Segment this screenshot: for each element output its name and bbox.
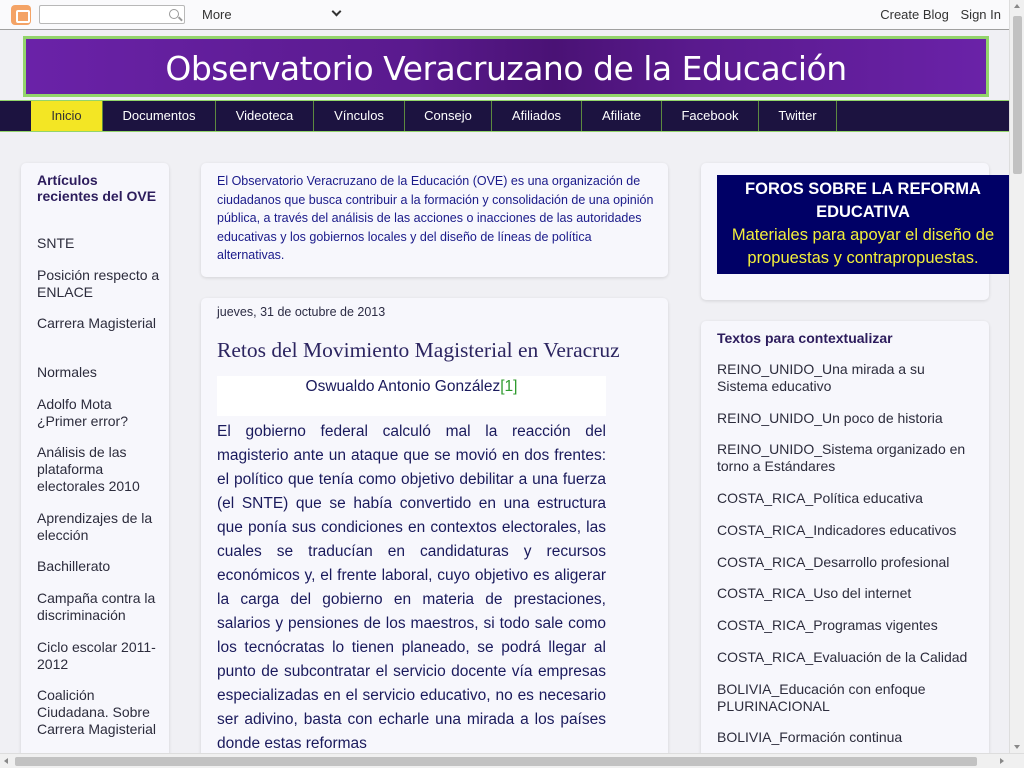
text-link[interactable]: REINO_UNIDO_Un poco de historia [717, 410, 943, 426]
post-title[interactable]: Retos del Movimiento Magisterial en Veracruz [217, 338, 620, 362]
tab-inicio[interactable]: Inicio [31, 101, 103, 131]
scroll-down-arrow-icon[interactable] [1014, 745, 1020, 749]
article-link[interactable]: Campaña contra la discriminación [37, 590, 156, 623]
footnote-link[interactable]: [1] [500, 378, 518, 395]
article-link[interactable]: Posición respecto a ENLACE [37, 267, 160, 300]
recent-articles-widget [21, 163, 169, 763]
more-label: More [202, 7, 232, 22]
intro-widget [201, 163, 668, 277]
text-link[interactable]: COSTA_RICA_Programas vigentes [717, 617, 938, 633]
text-link[interactable]: COSTA_RICA_Desarrollo profesional [717, 554, 950, 570]
text-link[interactable]: BOLIVIA_Formación continua [717, 729, 903, 745]
blogger-logo-icon[interactable] [11, 5, 31, 25]
tab-videoteca[interactable]: Videoteca [216, 101, 314, 131]
tab-consejo[interactable]: Consejo [405, 101, 492, 131]
scroll-left-arrow-icon[interactable] [4, 758, 8, 764]
search-icon[interactable] [169, 9, 179, 19]
article-link[interactable]: Normales [37, 364, 97, 380]
tab-documentos[interactable]: Documentos [103, 101, 216, 131]
article-link[interactable]: Coalición Ciudadana. Sobre Carrera Magisterial [37, 687, 157, 737]
article-link[interactable]: Carrera Magisterial [37, 315, 157, 331]
create-blog-link[interactable]: Create Blog [880, 7, 949, 22]
intro-text: El Observatorio Veracruzano de la Educación (OVE) es una organización de ciudadanos que busca contribuir a la formación y consolidación de una opinión pública, a través del análisis de las acciones o inacciones de las autoridades educativas y los gobiernos locales y del diseño de líneas de política alternativas. [217, 174, 654, 262]
foros-widget [701, 163, 995, 300]
blog-header[interactable] [23, 36, 989, 97]
tab-vinculos[interactable]: Vínculos [314, 101, 405, 131]
text-link[interactable]: REINO_UNIDO_Una mirada a su Sistema educativo [717, 361, 925, 394]
text-link[interactable]: REINO_UNIDO_Sistema organizado en torno a Estándares [717, 441, 966, 474]
chevron-down-icon [332, 7, 342, 17]
tab-afiliate[interactable]: Afiliate [582, 101, 662, 131]
widget-title: Artículos recientes del OVE [37, 172, 157, 204]
tab-afiliados[interactable]: Afiliados [492, 101, 582, 131]
text-link[interactable]: BOLIVIA_Educación con enfoque PLURINACIONAL [717, 681, 926, 714]
foros-title: FOROS SOBRE LA REFORMA EDUCATIVA [745, 180, 981, 221]
article-link[interactable]: Bachillerato [37, 558, 111, 574]
navbar-links [872, 7, 1001, 22]
text-link[interactable]: COSTA_RICA_Política educativa [717, 490, 923, 506]
horizontal-scrollbar[interactable] [0, 753, 1024, 768]
sign-in-link[interactable]: Sign In [960, 7, 1001, 22]
article-link[interactable]: Adolfo Mota ¿Primer error? [37, 396, 129, 429]
context-texts-widget [701, 321, 989, 766]
article-link[interactable]: SNTE [37, 235, 75, 251]
widget-title: Textos para contextualizar [717, 330, 893, 346]
blog-post [201, 298, 668, 768]
author-name: Oswualdo Antonio González [305, 378, 501, 395]
horizontal-scroll-thumb[interactable] [15, 757, 977, 766]
tab-facebook[interactable]: Facebook [662, 101, 759, 131]
article-link[interactable]: Ciclo escolar 2011-2012 [37, 639, 156, 672]
foros-subtitle: Materiales para apoyar el diseño de propuestas y contrapropuestas. [731, 226, 995, 267]
post-body: El gobierno federal calculó mal la reacción del magisterio ante un ataque que se movió en dos frentes: el político que tenía como objetivo debilitar a una fuerza (el SNTE) que se había convertido en una estructura que ponía sus condiciones en contextos electorales, las cuales se traducían en candidaturas y recursos económicos y, el frente laboral, cuyo objetivo es aligerar la carga del gobierno en materia de prestaciones, salarios y pensiones de los maestros, si todo sale como los tecnócratas lo tienen planeado, se podrá llegar al punto de subcontratar el servicio docente vía empresas especializadas en el servicio educativo, no es necesario ser adivino, basta con echarle una mirada a los países donde estas reformas [217, 423, 606, 752]
tab-twitter[interactable]: Twitter [759, 101, 837, 131]
post-date: jueves, 31 de octubre de 2013 [217, 305, 386, 319]
page-tabs [0, 100, 1009, 132]
more-dropdown[interactable] [202, 7, 342, 22]
vertical-scroll-thumb[interactable] [1013, 16, 1022, 174]
scroll-right-arrow-icon[interactable] [1000, 758, 1004, 764]
vertical-scrollbar[interactable] [1009, 0, 1024, 753]
foros-banner-image[interactable] [717, 175, 1009, 274]
scroll-up-arrow-icon[interactable] [1014, 4, 1020, 8]
blog-title[interactable]: Observatorio Veracruzano de la Educación [165, 49, 847, 88]
text-link[interactable]: COSTA_RICA_Evaluación de la Calidad [717, 649, 968, 665]
search-input[interactable] [39, 5, 185, 24]
article-link[interactable]: Aprendizajes de la elección [37, 510, 153, 543]
post-author [217, 378, 606, 396]
text-link[interactable]: COSTA_RICA_Uso del internet [717, 585, 912, 601]
author-box [217, 376, 606, 416]
text-link[interactable]: COSTA_RICA_Indicadores educativos [717, 522, 957, 538]
article-link[interactable]: Análisis de las plataforma electorales 2010 [37, 444, 140, 494]
blogger-navbar [0, 0, 1009, 30]
